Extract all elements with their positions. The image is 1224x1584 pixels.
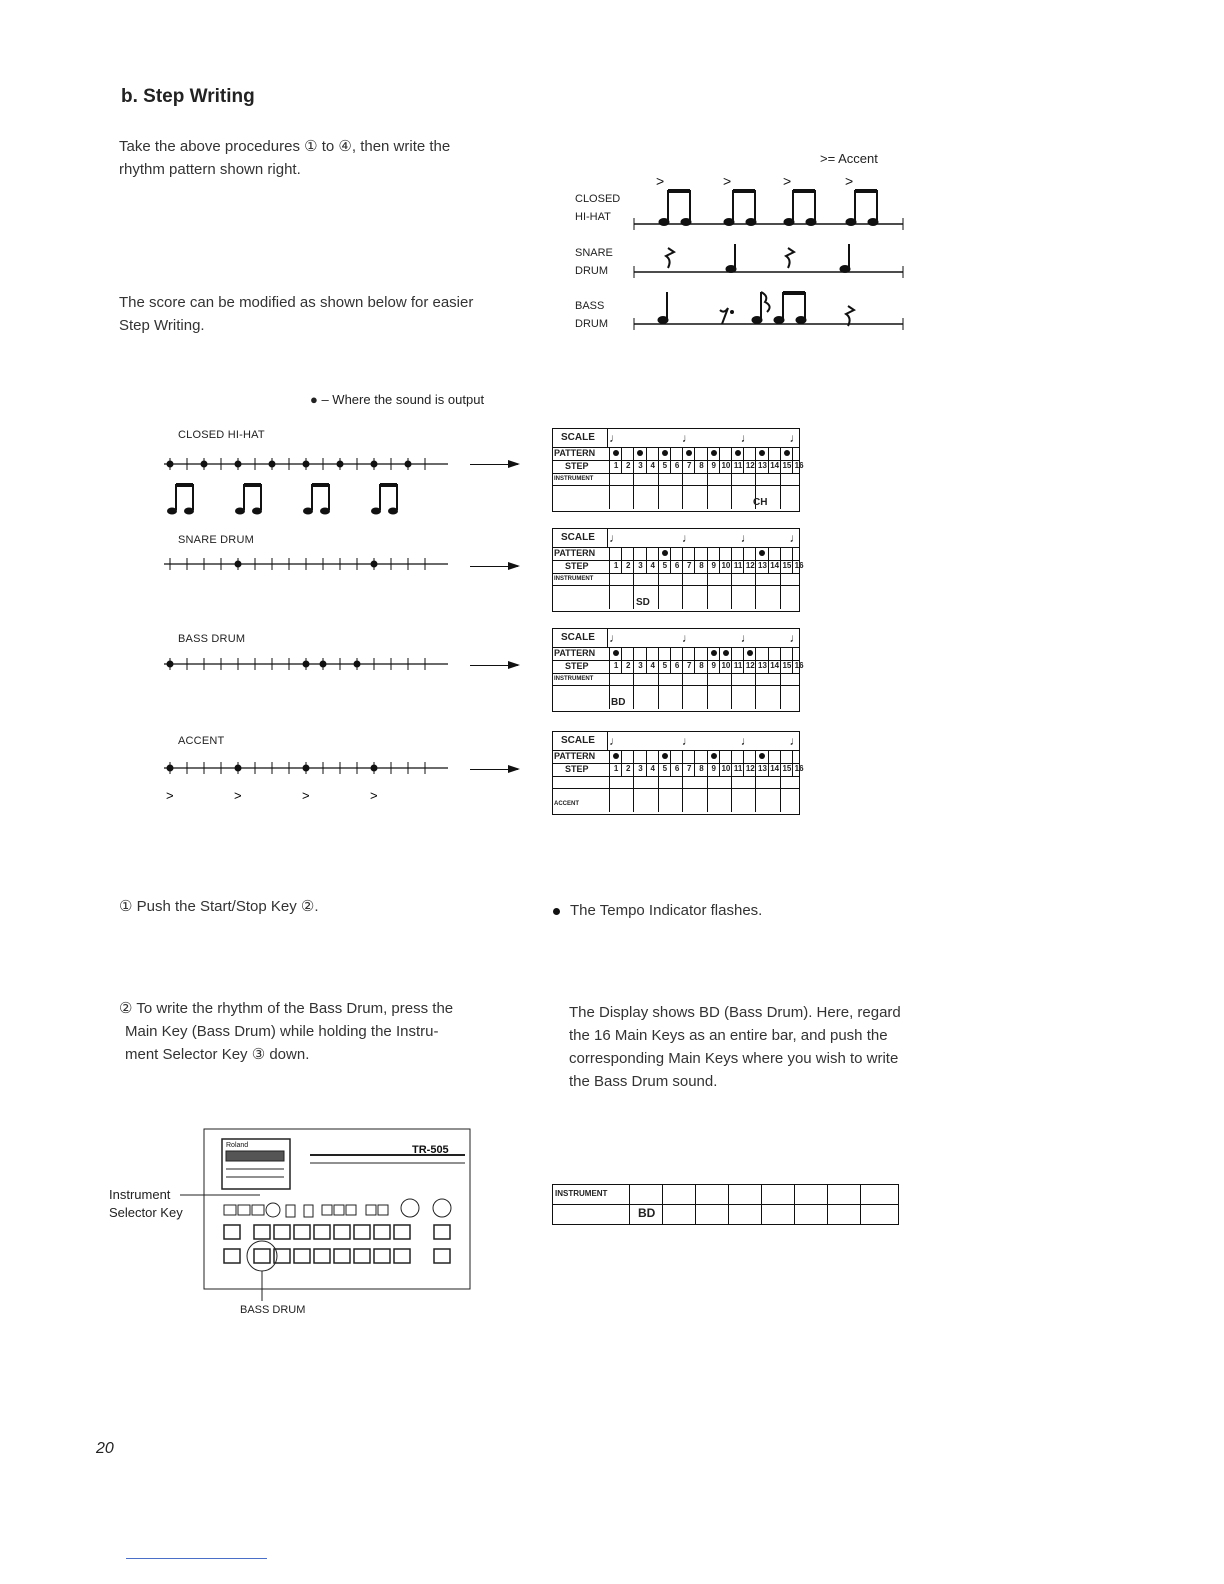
instrument-cell <box>682 473 683 509</box>
section-heading: b. Step Writing <box>121 86 255 107</box>
scale-label: SCALE <box>561 735 595 746</box>
instrument-cell <box>707 673 708 709</box>
step-cell <box>780 447 793 473</box>
pattern-dot <box>759 753 765 759</box>
step-number: 11 <box>733 661 743 670</box>
timeline-label-accent: ACCENT <box>178 735 225 747</box>
step-cell <box>780 647 793 673</box>
instrument-cell <box>658 776 659 812</box>
step-number: 9 <box>711 461 716 470</box>
step-number: 8 <box>699 764 704 773</box>
page-number: 20 <box>96 1440 114 1457</box>
step-cell <box>755 750 768 776</box>
step-cell <box>658 547 671 573</box>
step2-result: The Display shows BD (Bass Drum). Here, regard the 16 Main Keys as an entire bar, and push the corresponding Main Keys where you wish to write the Bass Drum sound. <box>569 1004 901 1090</box>
grid-rule <box>553 788 799 789</box>
step-cell <box>646 547 659 573</box>
step-cell <box>768 750 781 776</box>
pattern-dot <box>711 753 717 759</box>
step-number: 14 <box>770 661 780 670</box>
step-cell <box>682 750 695 776</box>
note-head <box>252 508 262 515</box>
step-number: 15 <box>782 561 792 570</box>
sound-dot <box>371 461 378 468</box>
step-cell <box>682 447 695 473</box>
step-cell <box>621 447 634 473</box>
pattern-dot <box>662 450 668 456</box>
instrument-cell <box>658 573 659 609</box>
note-head <box>167 508 177 515</box>
arrow-snare <box>470 566 518 567</box>
step-cell <box>792 647 805 673</box>
step-timelines <box>160 440 540 810</box>
step-label: STEP <box>565 764 589 774</box>
grid-rule <box>553 776 799 777</box>
grid-rule <box>607 529 608 547</box>
pattern-dot <box>662 550 668 556</box>
step-number: 9 <box>711 764 716 773</box>
display-cell <box>695 1185 696 1224</box>
step-number: 4 <box>650 764 655 773</box>
step-cell <box>646 447 659 473</box>
step-cell <box>719 647 732 673</box>
instrument-selector-label: Instrument Selector Key <box>109 1187 183 1220</box>
accent-mark: > <box>370 788 378 803</box>
pattern-dot <box>711 450 717 456</box>
svg-text:>: > <box>783 173 792 189</box>
instrument-cell <box>633 473 634 509</box>
step-cell <box>694 647 707 673</box>
step-number: 12 <box>745 661 755 670</box>
sound-dot <box>235 765 242 772</box>
svg-text:>: > <box>845 173 854 189</box>
arrow-hihat <box>470 464 518 465</box>
step-cell <box>768 547 781 573</box>
step-cell <box>755 547 768 573</box>
step-number: 6 <box>674 764 680 773</box>
quarter-note-icon: ♩ <box>681 631 694 645</box>
bass-drum-label: BASS DRUM <box>240 1304 306 1316</box>
step-cell <box>621 547 634 573</box>
display-cell <box>629 1185 630 1224</box>
instrument-label: INSTRUMENT <box>554 476 594 482</box>
step-label: STEP <box>565 561 589 571</box>
sound-dot <box>235 561 242 568</box>
pattern-label: PATTERN <box>554 448 596 458</box>
step-number: 5 <box>662 661 668 670</box>
instrument-cell <box>755 776 756 812</box>
step-number: 12 <box>745 764 755 773</box>
score-label-snare: SNARE DRUM <box>575 247 613 277</box>
arrow-accent <box>470 769 518 770</box>
rhythm-score <box>620 170 920 340</box>
note-head <box>320 508 330 515</box>
quarter-note-icon: ♩ <box>740 431 753 445</box>
pattern-dot <box>613 753 619 759</box>
grid-rule <box>553 673 799 674</box>
step-number: 8 <box>699 661 704 670</box>
instrument-cell <box>755 673 756 709</box>
grid-rule <box>607 629 608 647</box>
instrument-cell <box>731 473 732 509</box>
instrument-cell <box>682 776 683 812</box>
step-cell <box>719 750 732 776</box>
note-head <box>371 508 381 515</box>
step-label: STEP <box>565 461 589 471</box>
svg-text:>: > <box>723 173 732 189</box>
quarter-note-icon: ♩ <box>740 531 753 545</box>
note-head <box>235 508 245 515</box>
step-cell <box>633 547 646 573</box>
quarter-note-icon: ♩ <box>609 431 621 445</box>
step-number: 4 <box>650 561 655 570</box>
step-cell <box>633 647 646 673</box>
step-cell <box>719 547 732 573</box>
pattern-dot <box>613 450 619 456</box>
pattern-label: PATTERN <box>554 751 596 761</box>
instrument-cell <box>633 776 634 812</box>
sound-dot <box>235 461 242 468</box>
score-label-hihat: CLOSED HI-HAT <box>575 193 621 223</box>
step-number: 11 <box>733 764 743 773</box>
quarter-note-icon: ♩ <box>789 631 802 645</box>
step-number: 10 <box>721 561 731 570</box>
pattern-dot <box>637 450 643 456</box>
instrument-cell <box>755 573 756 609</box>
step-cell <box>792 447 805 473</box>
step-cell <box>658 447 671 473</box>
note-head <box>184 508 194 515</box>
grid-rule <box>607 732 608 750</box>
step-number: 6 <box>674 661 680 670</box>
bullet-icon <box>553 908 560 915</box>
step-cell <box>707 447 720 473</box>
grid-rule <box>553 685 799 686</box>
step-number: 1 <box>613 764 619 773</box>
step-number: 13 <box>758 661 767 670</box>
step-cell <box>755 647 768 673</box>
step-number: 11 <box>733 561 743 570</box>
step-number: 12 <box>745 461 755 470</box>
display-cell <box>860 1185 861 1224</box>
display-cell <box>728 1185 729 1224</box>
sound-dot <box>269 461 276 468</box>
instrument-display-box <box>552 1184 899 1225</box>
sound-dot <box>320 661 327 668</box>
display-bd-value: BD <box>638 1206 656 1220</box>
instrument-label: ACCENT <box>554 801 579 807</box>
step-number: 10 <box>721 764 731 773</box>
display-cell <box>827 1185 828 1224</box>
step-number: 9 <box>711 561 716 570</box>
note-head <box>303 508 313 515</box>
instrument-cell <box>731 573 732 609</box>
step-grid <box>552 428 804 512</box>
pattern-dot <box>747 650 753 656</box>
step-number: 7 <box>687 661 692 670</box>
step-cell <box>743 447 756 473</box>
step-number: 14 <box>770 561 780 570</box>
step-number: 11 <box>733 461 743 470</box>
step-cell <box>646 647 659 673</box>
sound-dot <box>167 661 174 668</box>
step-grid <box>552 731 804 815</box>
step-cell <box>694 750 707 776</box>
step-number: 15 <box>782 764 792 773</box>
pattern-label: PATTERN <box>554 548 596 558</box>
quarter-note-icon: ♩ <box>681 531 694 545</box>
grid-rule <box>553 473 799 474</box>
pattern-label: PATTERN <box>554 648 596 658</box>
step-number: 7 <box>687 764 692 773</box>
step-cell <box>743 750 756 776</box>
step-number: 13 <box>758 461 767 470</box>
step-number: 7 <box>687 561 692 570</box>
scale-label: SCALE <box>561 632 595 643</box>
step2-text: ② To write the rhythm of the Bass Drum, press the Main Key (Bass Drum) while holding the Instru- ment Selector Key ③ down. <box>119 1000 454 1063</box>
instrument-cell <box>780 573 781 609</box>
quarter-note-icon: ♩ <box>609 734 621 748</box>
step-number: 6 <box>674 561 680 570</box>
scale-label: SCALE <box>561 432 595 443</box>
step-cell <box>646 750 659 776</box>
instrument-value: SD <box>636 597 650 608</box>
step-cell <box>719 447 732 473</box>
instrument-cell <box>682 573 683 609</box>
display-instrument-label: INSTRUMENT <box>555 1189 608 1198</box>
instrument-cell <box>633 573 634 609</box>
step-number: 7 <box>687 461 692 470</box>
step1-result: The Tempo Indicator flashes. <box>553 899 762 922</box>
step-number: 1 <box>613 561 619 570</box>
pattern-dot <box>613 650 619 656</box>
modify-paragraph: The score can be modified as shown below for easier Step Writing. <box>119 294 474 334</box>
sound-dot <box>337 461 344 468</box>
step-cell <box>707 750 720 776</box>
step-number: 5 <box>662 561 668 570</box>
timeline-label-bass: BASS DRUM <box>178 633 246 645</box>
step-cell <box>621 750 634 776</box>
instrument-cell <box>609 776 610 812</box>
step-cell <box>743 647 756 673</box>
instrument-value: CH <box>753 497 768 508</box>
sound-dot <box>303 461 310 468</box>
tr505-device-illustration <box>180 1125 480 1325</box>
step-label: STEP <box>565 661 589 671</box>
step-cell <box>658 647 671 673</box>
step-number: 3 <box>638 561 643 570</box>
quarter-note-icon: ♩ <box>789 431 802 445</box>
step-grid <box>552 628 804 712</box>
quarter-note-icon: ♩ <box>681 734 694 748</box>
step-grid <box>552 528 804 612</box>
step-number: 16 <box>794 661 804 670</box>
display-cell <box>662 1185 663 1224</box>
sound-dot <box>303 765 310 772</box>
instrument-cell <box>707 776 708 812</box>
sound-dot <box>354 661 361 668</box>
footer-line <box>126 1558 267 1559</box>
sound-dot <box>371 765 378 772</box>
pattern-dot <box>723 650 729 656</box>
step-cell <box>707 547 720 573</box>
step-number: 4 <box>650 461 655 470</box>
arrow-bass <box>470 665 518 666</box>
instrument-cell <box>658 473 659 509</box>
step-cell <box>743 547 756 573</box>
sound-dot <box>167 765 174 772</box>
step-number: 2 <box>626 661 631 670</box>
sound-dot <box>201 461 208 468</box>
step-number: 14 <box>770 461 780 470</box>
step-number: 16 <box>794 764 804 773</box>
step-number: 8 <box>699 461 704 470</box>
scale-label: SCALE <box>561 532 595 543</box>
step-number: 13 <box>758 764 767 773</box>
step-number: 2 <box>626 561 631 570</box>
step-cell <box>792 547 805 573</box>
pattern-dot <box>759 550 765 556</box>
quarter-note-icon: ♩ <box>740 631 753 645</box>
step-number: 5 <box>662 461 668 470</box>
step-number: 3 <box>638 764 643 773</box>
step-number: 13 <box>758 561 767 570</box>
output-note: ● – Where the sound is output <box>310 392 485 407</box>
instrument-cell <box>609 573 610 609</box>
step-number: 3 <box>638 461 643 470</box>
instrument-cell <box>633 673 634 709</box>
svg-text:TR-505: TR-505 <box>412 1144 449 1156</box>
quarter-note-icon: ♩ <box>609 531 621 545</box>
instrument-value: BD <box>611 697 626 708</box>
grid-rule <box>553 585 799 586</box>
quarter-note-icon: ♩ <box>789 531 802 545</box>
instrument-cell <box>731 673 732 709</box>
step-number: 4 <box>650 661 655 670</box>
quarter-note-icon: ♩ <box>609 631 621 645</box>
step-cell <box>658 750 671 776</box>
step-number: 6 <box>674 461 680 470</box>
pattern-dot <box>686 450 692 456</box>
accent-mark: > <box>234 788 242 803</box>
step-cell <box>792 750 805 776</box>
step-number: 15 <box>782 461 792 470</box>
step-cell <box>633 750 646 776</box>
step1-text: ① Push the Start/Stop Key ②. <box>119 898 319 915</box>
instrument-cell <box>658 673 659 709</box>
accent-mark: > <box>166 788 174 803</box>
step-cell <box>768 447 781 473</box>
step-number: 16 <box>794 561 804 570</box>
step-cell <box>682 647 695 673</box>
step-cell <box>621 647 634 673</box>
step-cell <box>694 547 707 573</box>
step-number: 14 <box>770 764 780 773</box>
step-number: 10 <box>721 461 731 470</box>
display-cell <box>794 1185 795 1224</box>
pattern-dot <box>784 450 790 456</box>
instrument-cell <box>780 776 781 812</box>
grid-rule <box>553 573 799 574</box>
step-number: 10 <box>721 661 731 670</box>
step-cell <box>780 547 793 573</box>
step-cell <box>707 647 720 673</box>
quarter-note-icon: ♩ <box>789 734 802 748</box>
pattern-dot <box>662 753 668 759</box>
sound-dot <box>371 561 378 568</box>
step-cell <box>768 647 781 673</box>
step-cell <box>633 447 646 473</box>
step-cell <box>780 750 793 776</box>
instrument-cell <box>609 673 610 709</box>
instrument-label: INSTRUMENT <box>554 676 594 682</box>
display-cell <box>761 1185 762 1224</box>
note-head <box>388 508 398 515</box>
step-number: 2 <box>626 764 631 773</box>
pattern-dot <box>711 650 717 656</box>
step-cell <box>694 447 707 473</box>
instrument-cell <box>682 673 683 709</box>
score-label-bass: BASS DRUM <box>575 300 608 330</box>
sound-dot <box>167 461 174 468</box>
sound-dot <box>405 461 412 468</box>
quarter-note-icon: ♩ <box>740 734 753 748</box>
intro-paragraph: Take the above procedures ① to ④, then write the rhythm pattern shown right. <box>119 138 451 178</box>
accent-mark: > <box>302 788 310 803</box>
instrument-cell <box>780 473 781 509</box>
step-number: 5 <box>662 764 668 773</box>
quarter-note-icon: ♩ <box>681 431 694 445</box>
svg-text:Roland: Roland <box>226 1142 249 1149</box>
step-number: 16 <box>794 461 804 470</box>
step-number: 1 <box>613 661 619 670</box>
step-number: 15 <box>782 661 792 670</box>
instrument-cell <box>707 573 708 609</box>
timeline-label-hihat: CLOSED HI-HAT <box>178 429 265 441</box>
timeline-label-snare: SNARE DRUM <box>178 534 254 546</box>
step-number: 2 <box>626 461 631 470</box>
grid-rule <box>607 429 608 447</box>
instrument-cell <box>609 473 610 509</box>
step-number: 1 <box>613 461 619 470</box>
step-number: 8 <box>699 561 704 570</box>
pattern-dot <box>759 450 765 456</box>
step-number: 12 <box>745 561 755 570</box>
step-number: 3 <box>638 661 643 670</box>
instrument-label: INSTRUMENT <box>554 576 594 582</box>
grid-rule <box>553 485 799 486</box>
instrument-cell <box>707 473 708 509</box>
step-cell <box>682 547 695 573</box>
instrument-cell <box>731 776 732 812</box>
pattern-dot <box>735 450 741 456</box>
accent-legend: >= Accent <box>820 151 878 166</box>
svg-text:>: > <box>656 173 665 189</box>
instrument-cell <box>780 673 781 709</box>
step-number: 9 <box>711 661 716 670</box>
sound-dot <box>303 661 310 668</box>
step-cell <box>755 447 768 473</box>
